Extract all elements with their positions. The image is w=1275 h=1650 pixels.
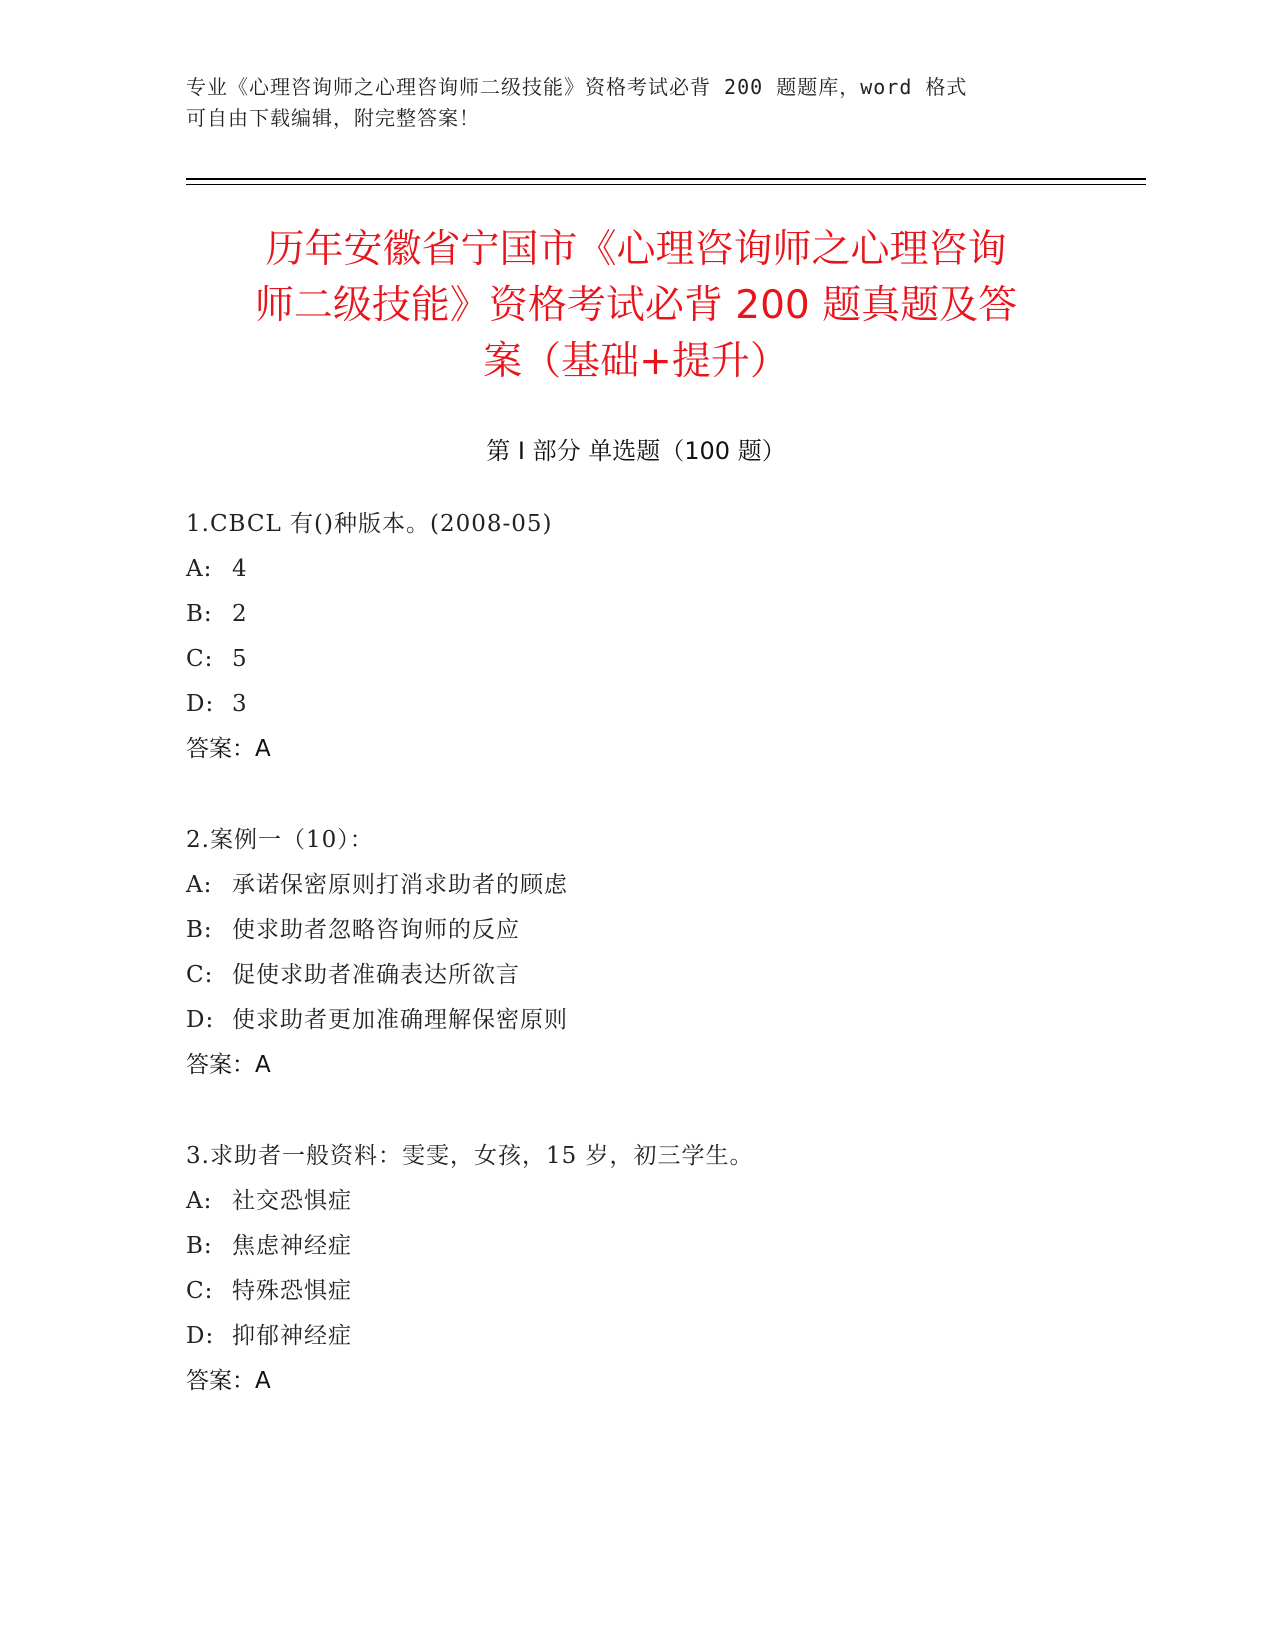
option-text: 使求助者更加准确理解保密原则 bbox=[232, 1007, 568, 1033]
document-title-line-1: 历年安徽省宁国市《心理咨询师之心理咨询 bbox=[265, 227, 1007, 272]
option-label: A: bbox=[186, 556, 213, 582]
question-stem: 1.CBCL 有()种版本。(2008-05) bbox=[186, 511, 553, 537]
option-text: 促使求助者准确表达所欲言 bbox=[232, 962, 520, 988]
answer-line: 答案：A bbox=[186, 1052, 271, 1078]
option-a bbox=[186, 1179, 1086, 1224]
header-note-line-1: 专业《心理咨询师之心理咨询师二级技能》资格考试必背 200 题题库，word 格式 bbox=[186, 75, 968, 99]
question-1 bbox=[186, 502, 1086, 772]
option-text: 焦虑神经症 bbox=[232, 1233, 352, 1259]
question-stem: 2.案例一（10）： bbox=[186, 827, 374, 853]
option-d bbox=[186, 998, 1086, 1043]
option-text: 特殊恐惧症 bbox=[232, 1278, 352, 1304]
option-text: 2 bbox=[232, 601, 248, 627]
option-label: B: bbox=[186, 601, 213, 627]
option-a bbox=[186, 863, 1086, 908]
option-label: A: bbox=[186, 872, 213, 898]
document-title-line-3: 案（基础+提升） bbox=[483, 339, 789, 384]
option-text: 3 bbox=[232, 691, 248, 717]
header-note bbox=[186, 72, 1066, 134]
option-label: B: bbox=[186, 1233, 213, 1259]
option-a bbox=[186, 547, 1086, 592]
header-divider-thin bbox=[186, 184, 1146, 185]
answer-line: 答案：A bbox=[186, 736, 271, 762]
option-text: 抑郁神经症 bbox=[232, 1323, 352, 1349]
question-2 bbox=[186, 818, 1086, 1088]
question-3 bbox=[186, 1134, 1086, 1404]
option-b bbox=[186, 908, 1086, 953]
option-label: D: bbox=[186, 1007, 215, 1033]
option-label: D: bbox=[186, 691, 215, 717]
option-text: 5 bbox=[232, 646, 248, 672]
option-text: 承诺保密原则打消求助者的顾虑 bbox=[232, 872, 568, 898]
header-divider-thick bbox=[186, 178, 1146, 180]
question-stem: 3.求助者一般资料：雯雯，女孩，15 岁，初三学生。 bbox=[186, 1143, 754, 1169]
option-label: C: bbox=[186, 1278, 214, 1304]
option-label: C: bbox=[186, 646, 214, 672]
option-b bbox=[186, 1224, 1086, 1269]
document-title bbox=[186, 222, 1086, 390]
header-note-line-2: 可自由下载编辑，附完整答案！ bbox=[186, 106, 480, 130]
option-text: 社交恐惧症 bbox=[232, 1188, 352, 1214]
option-label: D: bbox=[186, 1323, 215, 1349]
option-c bbox=[186, 953, 1086, 998]
option-b bbox=[186, 592, 1086, 637]
option-label: C: bbox=[186, 962, 214, 988]
option-d bbox=[186, 1314, 1086, 1359]
section-heading: 第 I 部分 单选题（100 题） bbox=[486, 437, 786, 465]
option-d bbox=[186, 682, 1086, 727]
option-c bbox=[186, 1269, 1086, 1314]
option-label: A: bbox=[186, 1188, 213, 1214]
option-c bbox=[186, 637, 1086, 682]
option-text: 4 bbox=[232, 556, 248, 582]
option-label: B: bbox=[186, 917, 213, 943]
answer-line: 答案：A bbox=[186, 1368, 271, 1394]
option-text: 使求助者忽略咨询师的反应 bbox=[232, 917, 520, 943]
document-title-line-2: 师二级技能》资格考试必背 200 题真题及答 bbox=[254, 283, 1018, 328]
